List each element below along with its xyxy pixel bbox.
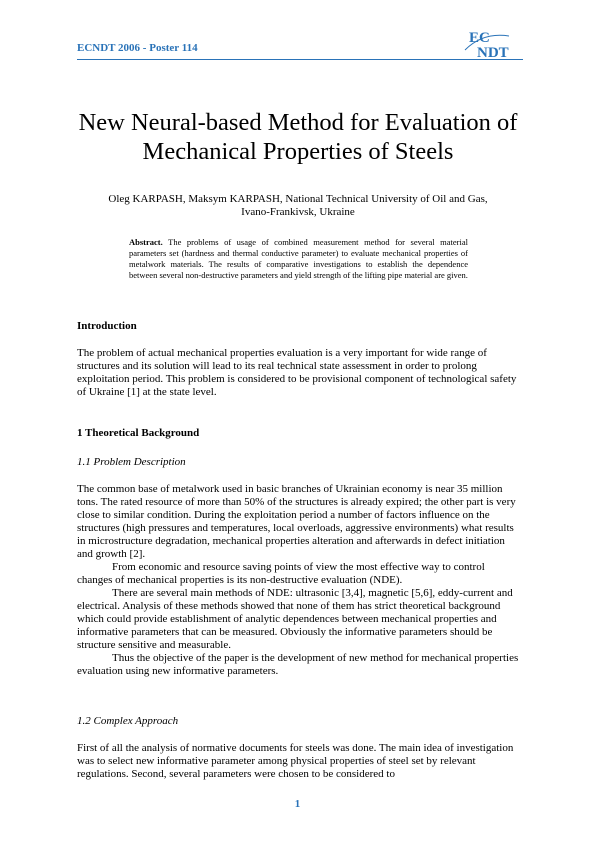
paper-title: New Neural-based Method for Evaluation of Mechanical Properties of Steels [78,109,518,165]
introduction-text: The problem of actual mechanical properties evaluation is a very important for wide range of structures and its solution will lead to its real technical state assessment in order to prolong exploitation period. This problem is considered to be provisional component of technological safety of Ukraine [1] at the state level. [77,347,517,398]
abstract-text: The problems of usage of combined measurement method for several material parameters set (hardness and thermal conductive parameter) to evaluate mechanical properties of metalwork materials. The results of comparative investigations to establish the dependence between several non-destructive parameters and yield strength of the lifting pipe material are given. [129,237,468,280]
svg-text:EC: EC [469,30,490,46]
section-1-1-p1: The common base of metalwork used in basic branches of Ukrainian economy is near 35 million tons. The rated resource of more than 50% of the structures is already expired; the other part is very close to similar condition. During the exploitation period a number of factors influence on the structures (high pressures and temperatures, local overloads, aggressive environments) what results in microstructure degradation, mechanical properties alteration and afterwards in defect initiation and growth [2]. [77,483,516,560]
abstract-label: Abstract. [129,237,163,247]
section-1-heading: 1 Theoretical Background [77,427,200,439]
section-1-1-heading: 1.1 Problem Description [77,456,186,468]
authors-block [60,193,536,219]
ecndt-logo [463,28,523,60]
section-1-2-body [77,742,519,781]
affiliation-line: Ivano-Frankivsk, Ukraine [241,206,355,218]
conference-header: ECNDT 2006 - Poster 114 [77,42,198,54]
introduction-paragraph [77,347,519,399]
section-1-1-p4: Thus the objective of the paper is the development of new method for mechanical properties evaluation using new informative parameters. [77,652,519,677]
section-1-1-p3: There are several main methods of NDE: ultrasonic [3,4], magnetic [5,6], eddy-current and electrical. Analysis of these methods showed that none of them has strict theoretical background which could provide establishment of analytic dependences between mechanical properties and informative parameters that can be measured. Obviously the informative parameters should be structure sensitive and measurable. [77,587,513,651]
authors-line: Oleg KARPASH, Maksym KARPASH, National Technical University of Oil and Gas, [108,193,488,205]
svg-text:NDT: NDT [477,45,509,60]
page-number: 1 [294,798,301,810]
section-1-1-body [77,483,519,678]
section-1-1-p2: From economic and resource saving points of view the most effective way to control changes of mechanical properties is its non-destructive evaluation (NDE). [77,561,485,586]
section-1-2-p1: First of all the analysis of normative documents for steels was done. The main idea of investigation was to select new informative parameter among physical properties of steel set by relevant regulations. Second, several parameters were chosen to be considered to [77,742,514,780]
header-rule [77,59,523,60]
abstract [129,237,468,281]
section-1-2-heading: 1.2 Complex Approach [77,715,179,727]
introduction-heading: Introduction [77,320,137,332]
